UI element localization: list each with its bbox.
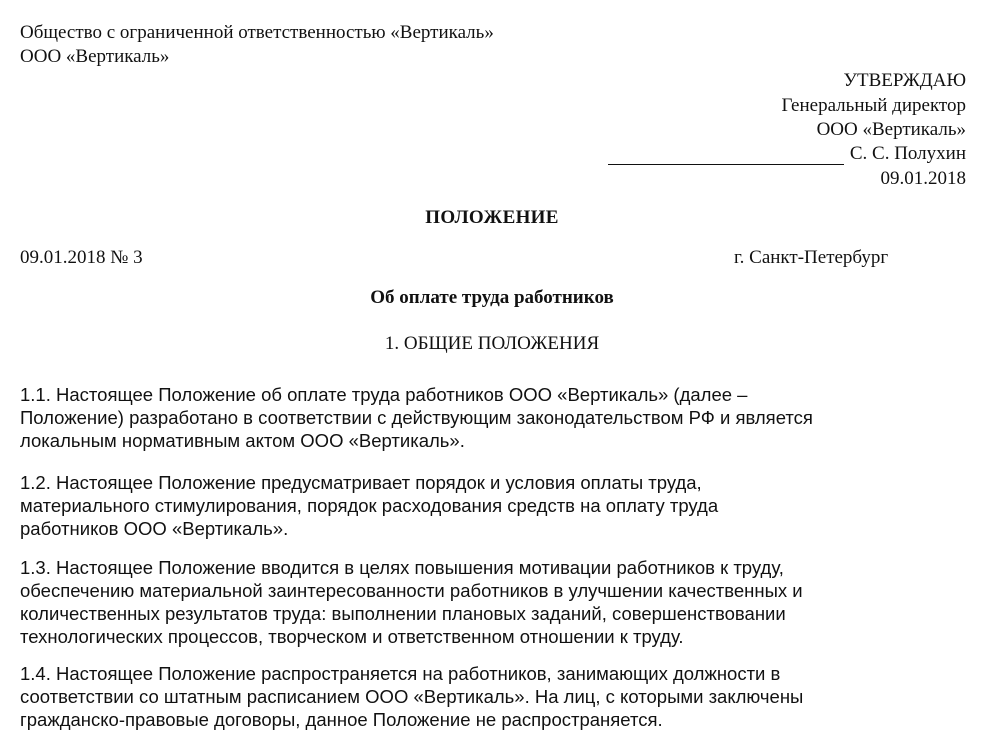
paragraph-line: соответствии со штатным расписанием ООО «Вертикаль». На лиц, с которыми заключены <box>20 686 804 707</box>
document-city: г. Санкт-Петербург <box>734 247 889 268</box>
paragraph-1-1 <box>20 383 813 452</box>
approval-heading: УТВЕРЖДАЮ <box>843 70 966 91</box>
approval-date: 09.01.2018 <box>880 168 966 189</box>
approver-position: Генеральный директор <box>781 95 966 116</box>
approver-company: ООО «Вертикаль» <box>816 119 966 140</box>
paragraph-line: 1.4. Настоящее Положение распространяется на работников, занимающих должности в <box>20 663 781 684</box>
signature-blank <box>608 146 844 165</box>
organization-full-name: Общество с ограниченной ответственностью «Вертикаль» <box>20 22 494 43</box>
signer-name: С. С. Полухин <box>849 143 966 164</box>
paragraph-line: обеспечению материальной заинтересованности работников в улучшении качественных и <box>20 580 803 601</box>
paragraph-line: гражданско-правовые договоры, данное Положение не распространяется. <box>20 709 663 730</box>
paragraph-line: 1.1. Настоящее Положение об оплате труда работников ООО «Вертикаль» (далее – <box>20 384 748 405</box>
paragraph-line: количественных результатов труда: выполнении плановых заданий, совершенствовании <box>20 603 786 624</box>
signature-line <box>608 143 966 165</box>
section-title: 1. ОБЩИЕ ПОЛОЖЕНИЯ <box>384 333 600 354</box>
paragraph-1-3 <box>20 556 803 648</box>
document-date-number: 09.01.2018 № 3 <box>20 247 143 268</box>
paragraph-line: 1.3. Настоящее Положение вводится в целях повышения мотивации работников к труду, <box>20 557 784 578</box>
paragraph-line: Положение) разработано в соответствии с действующим законодательством РФ и является <box>20 407 813 428</box>
document-title: ПОЛОЖЕНИЕ <box>425 207 559 228</box>
paragraph-line: локальным нормативным актом ООО «Вертикаль». <box>20 430 465 451</box>
document-subject: Об оплате труда работников <box>370 287 614 308</box>
organization-short-name: ООО «Вертикаль» <box>20 46 170 67</box>
paragraph-line: 1.2. Настоящее Положение предусматривает порядок и условия оплаты труда, <box>20 472 702 493</box>
paragraph-line: материального стимулирования, порядок расходования средств на оплату труда <box>20 495 719 516</box>
paragraph-1-2 <box>20 471 718 540</box>
paragraph-line: работников ООО «Вертикаль». <box>20 518 289 539</box>
paragraph-1-4 <box>20 662 803 731</box>
paragraph-line: технологических процессов, творческом и ответственном отношении к труду. <box>20 626 684 647</box>
